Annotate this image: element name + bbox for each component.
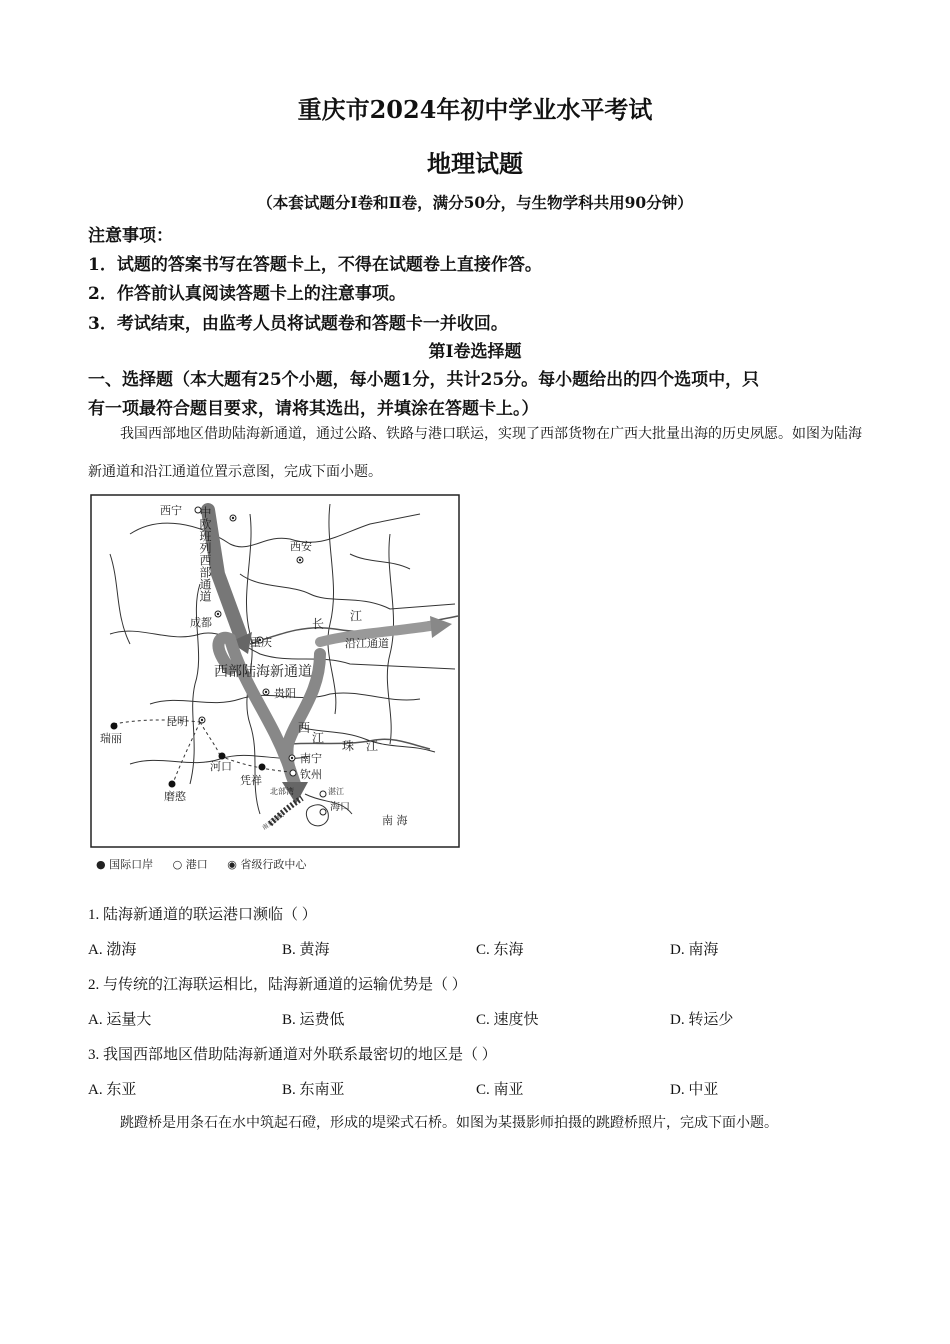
label-pingxiang: 凭祥 [240, 774, 262, 787]
label-haikou: 海口 [330, 802, 350, 813]
label-xijiang-1: 西 [298, 721, 311, 735]
notice-heading: 注意事项： [88, 226, 173, 246]
label-xijiang-2: 江 [312, 731, 325, 745]
label-changjiang-2: 江 [350, 609, 363, 623]
notice-item-3: 3．考试结束，由监考人员将试题卷和答题卡一并收回。 [88, 314, 508, 334]
question-1-option-a: A. 渤海 [88, 942, 137, 958]
question-1-option-b: B. 黄海 [282, 942, 330, 958]
map-svg [90, 494, 462, 850]
question-3-option-a: A. 东亚 [88, 1082, 137, 1098]
label-zhongou-channel: 中欧班列西部通道 [198, 506, 212, 602]
exam-note: （本套试题分Ⅰ卷和Ⅱ卷，满分50分，与生物学科共用90分钟） [257, 193, 693, 212]
exam-title: 重庆市2024年初中学业水平考试 [297, 95, 653, 124]
question-2-option-a: A. 运量大 [88, 1012, 152, 1028]
label-yanjiang-channel: 沿江通道 [345, 637, 389, 650]
label-nanhai: 南 海 [382, 814, 408, 827]
question-1-option-c: C. 东海 [476, 942, 524, 958]
question-1-option-d: D. 南海 [670, 942, 719, 958]
question-2-option-b: B. 运费低 [282, 1012, 345, 1028]
label-beibuwan: 北部湾 [270, 787, 294, 796]
notice-item-2: 2．作答前认真阅读答题卡上的注意事项。 [88, 284, 406, 304]
section-heading: 第Ⅰ卷选择题 [428, 342, 522, 362]
map-legend [96, 856, 322, 872]
question-3-option-c: C. 南亚 [476, 1082, 524, 1098]
notice-item-1: 1．试题的答案书写在答题卡上，不得在试题卷上直接作答。 [88, 255, 542, 275]
label-qinzhou: 钦州 [300, 768, 322, 781]
label-hekou: 河口 [210, 760, 232, 773]
exam-subject-title: 地理试题 [427, 149, 523, 178]
question-2-stem: 2. 与传统的江海联运相比，陆海新通道的运输优势是（ ） [88, 977, 467, 993]
question-1-stem: 1. 陆海新通道的联运港口濒临（ ） [88, 907, 317, 923]
label-zhujiang-1: 珠 [342, 739, 355, 753]
passage-2: 跳蹬桥是用条石在水中筑起石磴，形成的堤梁式石桥。如图为某摄影师拍摄的跳蹬桥照片，完成下面小题。 [120, 1115, 778, 1131]
question-3-option-b: B. 东南亚 [282, 1082, 345, 1098]
passage-1: 我国西部地区借助陆海新通道，通过公路、铁路与港口联运，实现了西部货物在广西大批量出海的历史夙愿。如图为陆海新通道和沿江通道位置示意图，完成下面小题。 [88, 426, 862, 480]
label-ruili: 瑞丽 [100, 732, 122, 745]
label-mohan: 磨憨 [164, 790, 186, 803]
label-zhanjiang: 湛江 [328, 787, 344, 796]
question-3-stem: 3. 我国西部地区借助陆海新通道对外联系最密切的地区是（ ） [88, 1047, 497, 1063]
label-xian: 西安 [290, 540, 312, 553]
label-changjiang-1: 长 [312, 617, 325, 631]
label-chengdu: 成都 [190, 616, 212, 629]
label-chongqing: 重庆 [250, 636, 272, 649]
label-guiyang: 贵阳 [274, 687, 296, 700]
label-sea-route: 南亚航线 [261, 812, 285, 832]
question-2-option-d: D. 转运少 [670, 1012, 734, 1028]
question-3-option-d: D. 中亚 [670, 1082, 719, 1098]
legend-provincial-capital: ◉ 省级行政中心 [227, 858, 307, 871]
question-2-option-c: C. 速度快 [476, 1012, 539, 1028]
label-kunming: 昆明 [166, 715, 188, 728]
legend-port: ○ 港口 [172, 858, 208, 871]
label-nanning: 南宁 [300, 752, 322, 765]
legend-intl-port: ● 国际口岸 [96, 858, 154, 871]
part1-instruction-line1: 一、选择题（本大题有25个小题，每小题1分，共计25分。每小题给出的四个选项中，只 [88, 370, 760, 390]
part1-instruction-line2: 有一项最符合题目要求，请将其选出，并填涂在答题卡上。） [88, 399, 539, 419]
channel-location-map [90, 494, 462, 850]
label-land-sea-channel: 西部陆海新通道 [214, 664, 312, 680]
label-xining: 西宁 [160, 504, 182, 517]
label-zhujiang-2: 江 [366, 739, 379, 753]
